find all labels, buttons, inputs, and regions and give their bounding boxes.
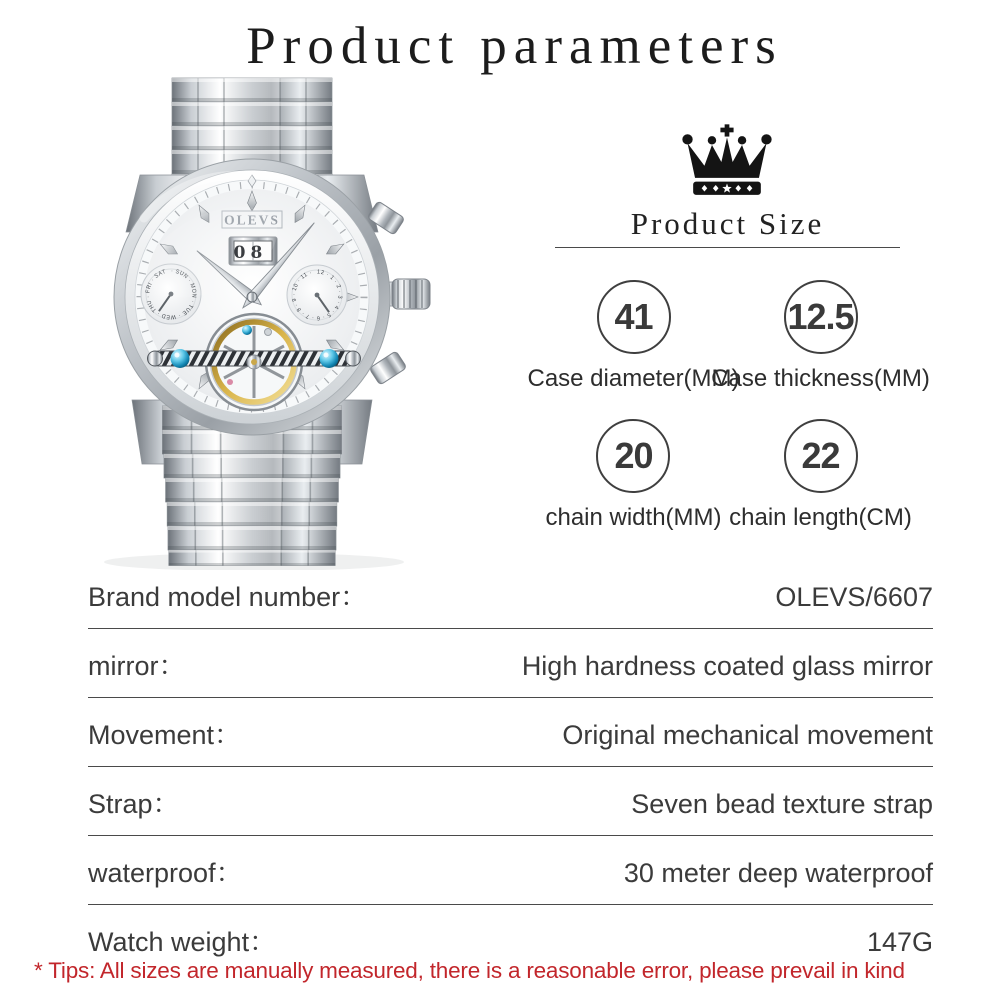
metric-label: Case diameter(MM)	[527, 365, 740, 392]
metric-circle	[597, 280, 671, 354]
spec-value: High hardness coated glass mirror	[521, 651, 933, 681]
size-metrics	[527, 280, 930, 532]
watch-brand-text: OLEVS	[224, 212, 280, 228]
tips-text: * Tips: All sizes are manually measured, there is a reasonable error, please prevail in kind	[34, 958, 905, 983]
metric-case-diameter	[527, 280, 739, 393]
spec-label: Watch weight：	[88, 927, 277, 957]
spec-label: waterproof：	[88, 858, 243, 888]
ruby-jewel	[227, 379, 233, 385]
spec-label: Movement：	[88, 720, 242, 750]
blue-bead-right	[320, 349, 339, 368]
metric-chain-length	[729, 419, 912, 532]
spec-label: Strap：	[88, 789, 180, 819]
day-ring-text: · SUN · MON · TUE · WED · THU · FRI · SAT	[145, 268, 197, 320]
metric-circle	[784, 280, 858, 354]
metric-value: 20	[614, 435, 653, 476]
watch-date-text: 08	[233, 243, 268, 263]
product-size-divider	[555, 247, 900, 248]
metric-value: 22	[801, 435, 840, 476]
spec-row-brand-model	[88, 560, 933, 629]
metric-label: chain length(CM)	[729, 504, 912, 531]
metric-chain-width	[545, 419, 721, 532]
spec-value: OLEVS/6607	[775, 582, 933, 612]
metric-value: 12.5	[787, 296, 854, 337]
spec-row-mirror	[88, 629, 933, 698]
spec-value: 30 meter deep waterproof	[623, 858, 933, 888]
blue-jewel-top	[242, 325, 252, 335]
spec-value: 147G	[866, 927, 933, 957]
spec-row-strap	[88, 767, 933, 836]
spec-value: Seven bead texture strap	[631, 789, 933, 819]
spec-row-movement	[88, 698, 933, 767]
metric-case-thickness	[711, 280, 930, 393]
crown-icon	[680, 124, 774, 198]
watch-bridge-bar	[148, 349, 361, 369]
metric-label: chain width(MM)	[545, 504, 722, 531]
watch-hour-subdial	[287, 265, 347, 325]
hour-ring-text: 12 · 1 · 2 · 3 · 4 · 5 · 6 · 7 · 8 · 9 · 10 · 11 ·	[291, 269, 343, 321]
metric-label: Case thickness(MM)	[711, 365, 930, 392]
spec-label: Brand model number：	[88, 582, 368, 612]
watch-image	[40, 70, 460, 570]
spec-row-waterproof	[88, 836, 933, 905]
page-title: Product parameters	[246, 17, 783, 75]
metric-circle	[596, 419, 670, 493]
spec-label: mirror：	[88, 651, 186, 681]
metric-circle	[784, 419, 858, 493]
product-size-heading: Product Size	[630, 206, 825, 241]
metric-value: 41	[614, 296, 653, 337]
specs-table	[88, 560, 933, 973]
blue-bead-left	[171, 349, 190, 368]
spec-value: Original mechanical movement	[562, 720, 933, 750]
